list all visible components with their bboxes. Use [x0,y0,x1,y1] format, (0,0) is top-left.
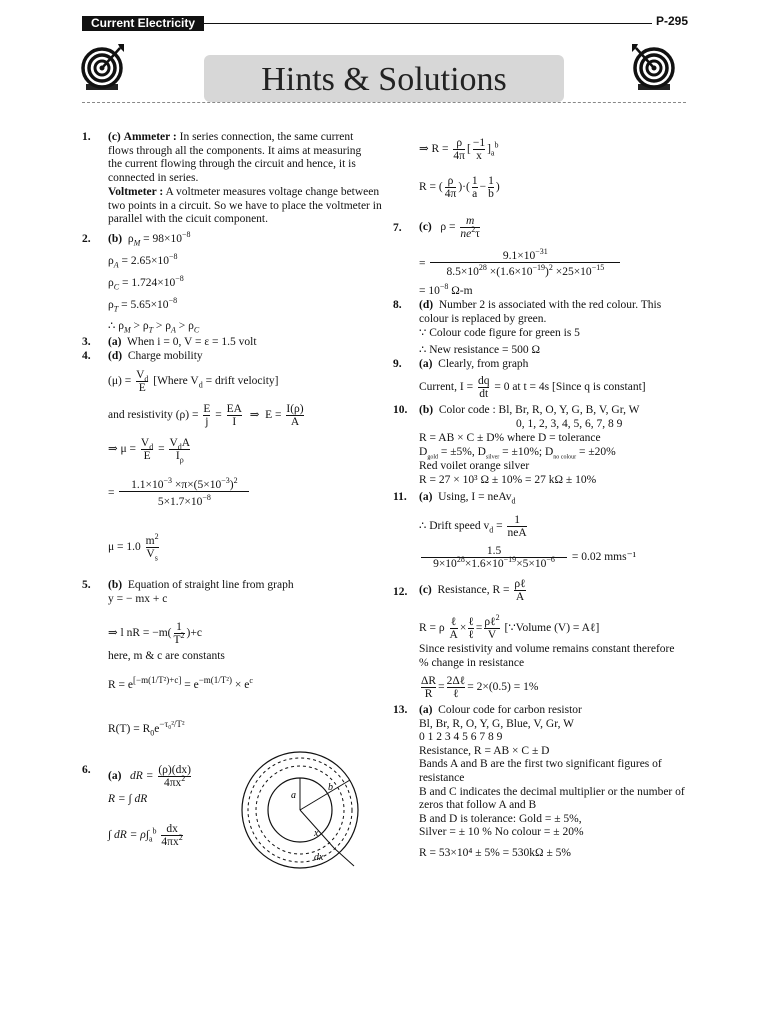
q13-line: resistance [419,772,465,784]
page-title: Hints & Solutions [261,61,507,98]
q13-line: B and D is tolerance: Gold = ± 5%, [419,812,582,825]
q5-line-1: y = − mx + c [108,593,168,605]
diagram-label-b: b [328,782,333,793]
q13-line: B and C indicates the decimal multiplier or the number of [419,785,685,798]
target-icon-left [80,42,126,98]
q7-number: 7. [393,222,402,234]
q8-line: (d) Number 2 is associated with the red colour. This [419,299,662,311]
q2-line-5: ∴ $\rho_M > \rho_T > \rho_A > \rho_C$ [108,320,200,335]
q12-line-2: R = ρ $\frac{\text{ℓ}}{A}$ × $\frac{\text{ℓ}}{\text{ℓ}}$ = $\frac{\rho\ell^2}{V}$ [∵Volume (V) = Aℓ] [419,613,600,641]
q2-number: 2. [82,233,91,245]
q9-line-2: Current, I = $\frac{dq}{dt}$ = 0 at t = 4s [Since q is constant] [419,375,646,400]
q1-voltmeter-line: A voltmeter measures voltage change between [165,186,380,198]
q2-line-3: $\rho_C = 1.724\times 10^{-8}$ [108,274,184,292]
diagram-label-a: a [291,790,296,801]
q12-line-1: (c) Resistance, R = $\frac{\text{ρℓ}}{A}$ [419,578,526,603]
right-column [393,131,688,871]
q5-line-4: $R = e[-m(1/T^2)+c] = e^{-m(1/T^2)} \times e^c$ [108,675,253,691]
q10-result: R = 27 × 10³ Ω ± 10% = 27 kΩ ± 10% [419,474,597,486]
q1-ammeter-line: In series connection, the same current [179,131,354,143]
q6-number: 6. [82,764,91,776]
q13-line: Bands A and B are the first two significant figures of [419,758,662,771]
q11-line-2: ∴ Drift speed $v_d$ = $\frac{1}{\text{neA}}$ [419,514,527,539]
q7-result: = $10^{-8}$ Ω-m [419,282,473,297]
q11-line-1: (a) Using, I = neAv$_d$ [419,491,516,506]
q5-line-3: here, m & c are constants [108,650,225,662]
q13-line: (a) Colour code for carbon resistor [419,704,582,716]
q13-line: R = 53×10⁴ ± 5% = 530kΩ ± 5% [419,847,571,859]
q8-line: ∵ Colour code figure for green is 5 [419,327,580,339]
concentric-shell-diagram [238,748,368,873]
q10-formula: R = AB × C ± D% where D = tolerance [419,432,601,444]
q2-line-1: (b) $\rho_M = 98\times 10^{-8}$ [108,230,191,248]
q11-number: 11. [393,491,407,503]
q8-line: ∴ New resistance = 500 Ω [419,344,541,356]
q13-line: zeros that follow A and B [419,799,537,812]
q9-number: 9. [393,358,402,370]
q9-line-1: (a) Clearly, from graph [419,358,529,370]
q2-line-4: $\rho_T = 5.65\times 10^{-8}$ [108,296,178,314]
q4-title: (d) Charge mobility [108,350,203,362]
q6-line-1: (a) dR = $\frac{(\rho)(dx)}{4\pi x^2}$ [108,764,191,789]
target-icon-right [632,42,678,98]
q6-cont-line-2: R = ( $\frac{\rho}{4\pi}$ )·( $\frac{1}{a}$ − $\frac{1}{b}$ ) [419,175,500,200]
q1-ammeter-line: the current flowing through the circuit and hence, it is [108,158,356,171]
q12-number: 12. [393,586,408,598]
page-number: P-295 [655,14,688,28]
q4-number: 4. [82,350,91,362]
q11-calc: $\frac{1.5}{9\times 10^{28}\times 1.6\times 10^{-19}\times 5\times 10^{-6}}$ = 0.02 mms⁻¹ [419,545,636,570]
q12-line-3: Since resistivity and volume remains constant therefore [419,643,675,655]
q1-ammeter-label: Ammeter : [123,131,177,143]
q10-number: 10. [393,404,408,416]
q1-answer: (c) [108,131,121,143]
diagram-label-x: x [314,828,319,839]
q4-resistivity: and resistivity (ρ) = $\frac{E}{j}$ = $\frac{EA}{I}$ ⇒ E = $\frac{I(\rho)}{A}$ [108,403,304,428]
q12-line-5: $\frac{\Delta R}{R}$ = $\frac{\text{2Δℓ}}{\text{ℓ}}$ = 2×(0.5) = 1% [421,675,539,700]
q1-voltmeter-label: Voltmeter : [108,186,164,198]
q5-number: 5. [82,579,91,591]
q6-line-3: ∫ dR = $\rho\int_a^b$ $\frac{dx}{4\pi x^2}$ [108,823,183,848]
q1-ammeter-line: flows through all the components. It aims at measuring [108,144,362,157]
q4-result: μ = 1.0 $\frac{m^2}{V_s}$ [108,532,159,563]
q1-number: 1. [82,131,91,143]
q4-calc: = $\frac{1.1\times 10^{-3} \times\pi\times(5\times 10^{-3})^2}{5\times 1.7\times 10^{-8}}$ [108,479,251,508]
q1-ammeter-line: connected in series. [108,171,199,184]
q6-cont-line-1: ⇒ R = $\frac{\rho}{4\pi}$ [ $\frac{-1}{x}$ ]$_a^b$ [419,137,499,162]
q10-tolerance: $D_{gold} = \pm 5\%$, $D_{silver} = \pm 10\%$; $D_{no colour} = \pm 20\%$ [419,446,616,461]
q6-line-2: R = ∫ dR [108,793,148,805]
banner-rule [82,102,686,103]
q1-voltmeter-line: two points in a circuit. So we have to place the voltmeter in [108,199,382,212]
q8-line: colour is replaced by green. [419,313,547,325]
q10-digits: 0, 1, 2, 3, 4, 5, 6, 7, 8 9 [516,418,623,430]
q5-line-2: ⇒ l nR = −m( $\frac{1}{T^2}$ )+c [108,621,202,646]
q8-number: 8. [393,299,402,311]
q12-line-4: % change in resistance [419,657,525,669]
q3-text: (a) When i = 0, V = ε = 1.5 volt [108,336,257,348]
q13-line: Bl, Br, R, O, Y, G, Blue, V, Gr, W [419,717,574,730]
q10-colours: Red voilet orange silver [419,460,530,472]
q7-calc: = $\frac{9.1\times 10^{-31}}{8.5\times 10^{28} \times(1.6\times 10^{-19})^2 \times 25\times 10^{-15}}$ [419,250,622,278]
q5-title: (b) Equation of straight line from graph [108,579,294,591]
q13-line: Silver = ± 10 % No colour = ± 20% [419,826,584,839]
q13-line: Resistance, R = AB × C ± D [419,744,550,757]
q2-line-2: $\rho_A = 2.65\times 10^{-8}$ [108,252,178,270]
q7-rho: (c) ρ = $\frac{m}{ne^2\tau}$ [419,215,480,240]
q4-mu-eq: ⇒ μ = $\frac{V_d}{E}$ = $\frac{V_dA}{I_\rho}$ [108,437,191,465]
q13-line: 0 1 2 3 4 5 6 7 8 9 [419,731,503,744]
diagram-label-dx: dx [314,852,324,863]
header-rule [200,23,652,24]
chapter-tag: Current Electricity [82,16,204,31]
q5-line-5: $R(T) = R_0e^{-\tau_0^2/T^2}$ [108,719,185,738]
q4-mu-def: (μ) = $\frac{V_d}{E}$ [Where $V_d$ = drift velocity] [108,369,279,394]
q13-number: 13. [393,704,408,716]
q1-voltmeter-line: parallel with the cicuit component. [108,213,268,226]
q10-codes: (b) Color code : Bl, Br, R, O, Y, G, B, V, Gr, W [419,404,640,416]
q3-number: 3. [82,336,91,348]
